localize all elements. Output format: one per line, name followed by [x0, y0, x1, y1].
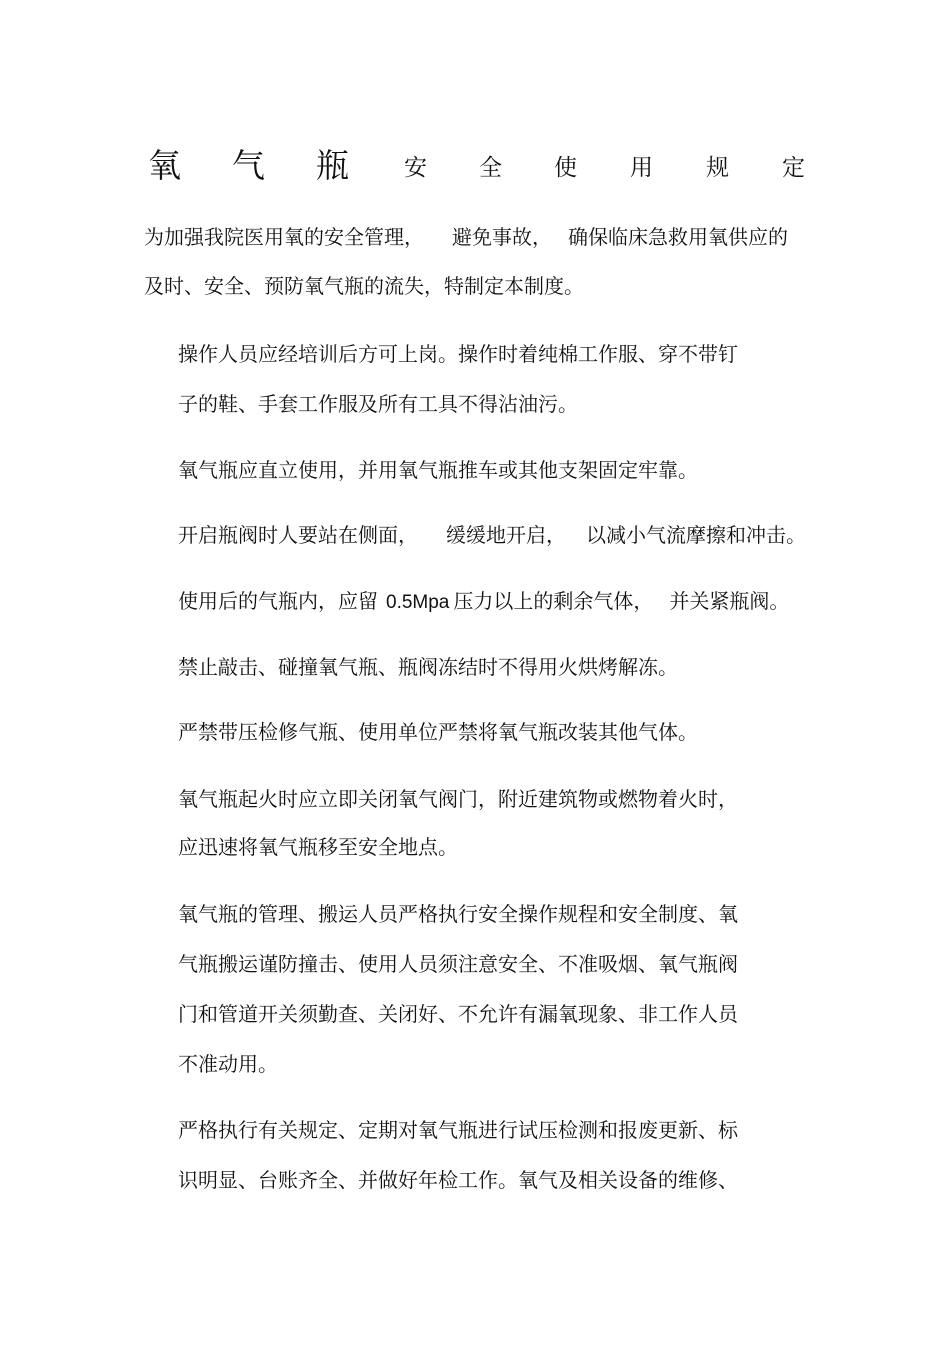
rule-8-line-2: 气瓶搬运谨防撞击、使用人员须注意安全、不准吸烟、氧气瓶阀: [178, 952, 738, 976]
intro-line-1: [144, 224, 788, 250]
rule-8-line-1: 氧气瓶的管理、搬运人员严格执行安全操作规程和安全制度、氧: [178, 902, 738, 926]
rule-7-line-2: 应迅速将氧气瓶移至安全地点。: [178, 835, 458, 859]
intro-line-2: 及时、安全、预防氧气瓶的流失，特制定本制度。: [144, 274, 584, 298]
rule-3-part-a: 开启瓶阀时人要站在侧面，: [178, 523, 418, 547]
rule-3: [178, 522, 806, 548]
title-char-7: 用: [630, 155, 653, 181]
rule-8-line-3: 门和管道开关须勤查、关闭好、不允许有漏氧现象、非工作人员: [178, 1002, 738, 1026]
intro-line-1-part-b: 避免事故，: [452, 225, 552, 249]
title-char-5: 全: [479, 155, 502, 181]
title-char-4: 安: [404, 155, 427, 181]
rule-1-line-2: 子的鞋、手套工作服及所有工具不得沾油污。: [178, 392, 578, 416]
title-char-9: 定: [782, 155, 805, 181]
rule-1-line-1: 操作人员应经培训后方可上岗。操作时着纯棉工作服、穿不带钉: [178, 342, 738, 366]
intro-line-1-part-c: 确保临床急救用氧供应的: [568, 225, 788, 249]
rule-4: [178, 588, 789, 616]
rule-3-part-c: 以减小气流摩擦和冲击。: [586, 523, 806, 547]
rule-3-part-b: 缓缓地开启，: [446, 523, 566, 547]
rule-6: 严禁带压检修气瓶、使用单位严禁将氧气瓶改装其他气体。: [178, 720, 698, 744]
rule-4-part-a: 使用后的气瓶内，应留: [178, 589, 378, 613]
title-char-1: 氧: [148, 146, 181, 185]
rule-7-line-1: 氧气瓶起火时应立即关闭氧气阀门，附近建筑物或燃物着火时，: [178, 787, 738, 811]
rule-2: 氧气瓶应直立使用，并用氧气瓶推车或其他支架固定牢靠。: [178, 458, 698, 482]
rule-4-part-c: 并关紧瓶阀。: [669, 589, 790, 613]
pressure-value: 0.5Mpa: [386, 592, 450, 613]
title-char-6: 使: [554, 155, 577, 181]
document-title: [148, 146, 808, 190]
rule-8-line-4: 不准动用。: [178, 1052, 278, 1076]
rule-9-line-1: 严格执行有关规定、定期对氧气瓶进行试压检测和报废更新、标: [178, 1118, 738, 1142]
title-char-3: 瓶: [316, 146, 349, 185]
rule-5: 禁止敲击、碰撞氧气瓶、瓶阀冻结时不得用火烘烤解冻。: [178, 655, 678, 679]
rule-4-part-b: 压力以上的剩余气体，: [453, 589, 654, 613]
intro-line-1-part-a: 为加强我院医用氧的安全管理，: [144, 225, 424, 249]
title-char-8: 规: [706, 155, 729, 181]
title-char-2: 气: [232, 146, 265, 185]
rule-9-line-2: 识明显、台账齐全、并做好年检工作。氧气及相关设备的维修、: [178, 1168, 738, 1192]
